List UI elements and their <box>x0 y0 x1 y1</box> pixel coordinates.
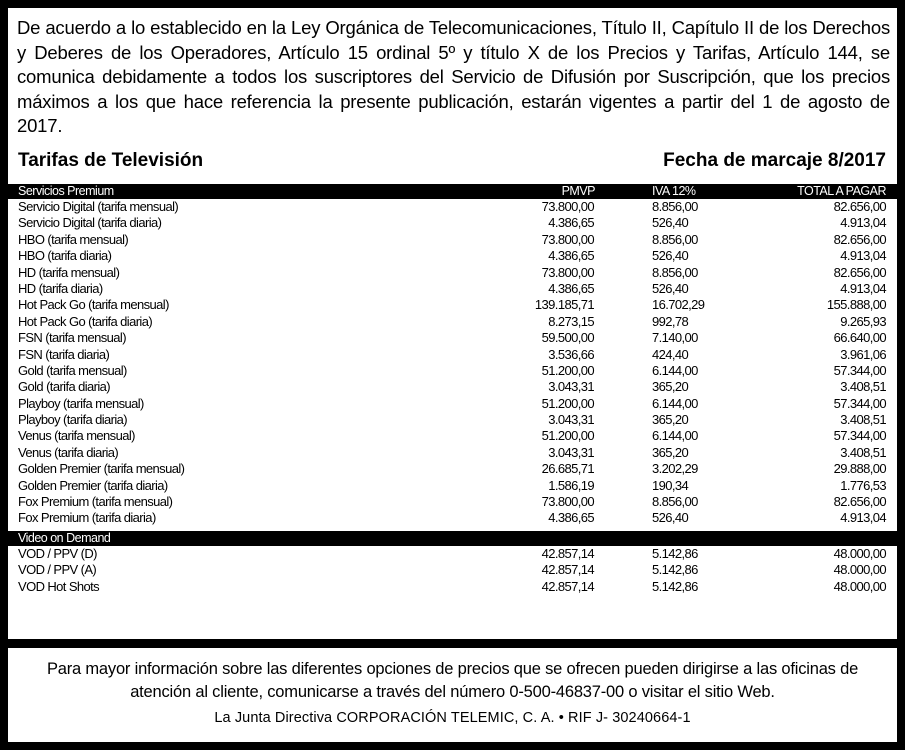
table-row <box>8 232 897 248</box>
table-row <box>8 248 897 264</box>
pmvp-header: PMVP <box>561 184 595 198</box>
company-signature: La Junta Directiva CORPORACIÓN TELEMIC, C. A. • RIF J- 30240664-1 <box>214 710 691 726</box>
service-name: Golden Premier (tarifa mensual) <box>18 461 185 477</box>
table-row <box>8 494 897 510</box>
vod-header-name: Video on Demand <box>18 530 111 545</box>
service-name: Fox Premium (tarifa diaria) <box>18 510 156 526</box>
total-value: 3.408,51 <box>840 444 886 460</box>
iva-value: 365,20 <box>652 444 689 460</box>
service-name: Fox Premium (tarifa mensual) <box>18 494 173 510</box>
total-value: 48.000,00 <box>833 545 886 561</box>
iva-header: IVA 12% <box>652 184 696 198</box>
service-name: HBO (tarifa diaria) <box>18 248 112 264</box>
iva-value: 8.856,00 <box>652 231 698 247</box>
service-name: Playboy (tarifa diaria) <box>18 412 128 428</box>
service-name: Hot Pack Go (tarifa diaria) <box>18 313 153 329</box>
iva-value: 365,20 <box>652 379 689 395</box>
pmvp-value: 51.200,00 <box>541 395 594 411</box>
iva-value: 5.142,86 <box>652 578 698 594</box>
pmvp-value: 3.043,31 <box>548 412 594 428</box>
table-row <box>8 428 897 444</box>
pmvp-value: 4.386,65 <box>548 280 594 296</box>
iva-value: 424,40 <box>652 346 689 362</box>
table-row <box>8 265 897 281</box>
pmvp-value: 51.200,00 <box>541 428 594 444</box>
total-value: 4.913,04 <box>840 215 886 231</box>
total-value: 4.913,04 <box>840 510 886 526</box>
service-name: Golden Premier (tarifa diaria) <box>18 477 168 493</box>
pmvp-value: 139.185,71 <box>534 297 594 313</box>
iva-value: 16.702,29 <box>652 297 705 313</box>
pmvp-value: 4.386,65 <box>548 215 594 231</box>
table-row <box>8 347 897 363</box>
total-value: 4.913,04 <box>840 280 886 296</box>
total-value: 82.656,00 <box>833 264 886 280</box>
pmvp-value: 42.857,14 <box>541 578 594 594</box>
service-name: HD (tarifa mensual) <box>18 264 120 280</box>
table-row <box>8 461 897 477</box>
tv-rates-title: Tarifas de Televisión <box>18 150 204 171</box>
table-row <box>8 579 897 595</box>
vod-header-row <box>8 531 897 546</box>
total-value: 4.913,04 <box>840 248 886 264</box>
rates-notice-panel <box>8 8 897 639</box>
pmvp-value: 4.386,65 <box>548 248 594 264</box>
iva-value: 6.144,00 <box>652 362 698 378</box>
pmvp-value: 73.800,00 <box>541 231 594 247</box>
total-value: 57.344,00 <box>833 362 886 378</box>
table-row <box>8 314 897 330</box>
total-value: 57.344,00 <box>833 395 886 411</box>
iva-value: 190,34 <box>652 477 689 493</box>
total-value: 9.265,93 <box>840 313 886 329</box>
total-value: 48.000,00 <box>833 562 886 578</box>
service-name: HBO (tarifa mensual) <box>18 231 129 247</box>
total-value: 3.961,06 <box>840 346 886 362</box>
iva-value: 526,40 <box>652 510 689 526</box>
total-value: 1.776,53 <box>840 477 886 493</box>
service-name: HD (tarifa diaria) <box>18 280 103 296</box>
pmvp-value: 42.857,14 <box>541 545 594 561</box>
iva-value: 5.142,86 <box>652 562 698 578</box>
total-value: 3.408,51 <box>840 379 886 395</box>
pmvp-value: 73.800,00 <box>541 494 594 510</box>
total-value: 82.656,00 <box>833 231 886 247</box>
table-row <box>8 546 897 562</box>
intro-paragraph: De acuerdo a lo establecido en la Ley Orgánica de Telecomunicaciones, Título II, Capítulo II de los Derechos y Deberes de los Operadores, Artículo 15 ordinal 5º y título X de los Precios y Tarifas, Artículo 144, se comunica debidamente a todos los suscriptores del Servicio de Difusión por Suscripción, que los precios máximos a los que hace referencia la presente publicación, estarán vigentes a partir del 1 de agosto de 2017. <box>17 17 890 136</box>
service-name: Venus (tarifa mensual) <box>18 428 135 444</box>
total-value: 29.888,00 <box>833 461 886 477</box>
total-value: 66.640,00 <box>833 330 886 346</box>
pmvp-value: 1.586,19 <box>548 477 594 493</box>
total-header: TOTAL A PAGAR <box>797 184 886 198</box>
iva-value: 5.142,86 <box>652 545 698 561</box>
table-row <box>8 562 897 578</box>
table-row <box>8 199 897 215</box>
total-value: 82.656,00 <box>833 494 886 510</box>
total-value: 155.888,00 <box>826 297 886 313</box>
service-name: Servicio Digital (tarifa mensual) <box>18 199 179 214</box>
pmvp-value: 73.800,00 <box>541 264 594 280</box>
table-row <box>8 363 897 379</box>
section-heading <box>18 150 886 174</box>
table-row <box>8 215 897 231</box>
iva-value: 3.202,29 <box>652 461 698 477</box>
vod-rows <box>8 546 897 595</box>
pmvp-value: 3.536,66 <box>548 346 594 362</box>
service-name: FSN (tarifa diaria) <box>18 346 110 362</box>
iva-value: 8.856,00 <box>652 494 698 510</box>
iva-value: 526,40 <box>652 280 689 296</box>
service-name: Gold (tarifa diaria) <box>18 379 111 395</box>
iva-value: 526,40 <box>652 215 689 231</box>
table-row <box>8 445 897 461</box>
pmvp-value: 26.685,71 <box>541 461 594 477</box>
iva-value: 6.144,00 <box>652 428 698 444</box>
contact-info: Para mayor información sobre las diferentes opciones de precios que se ofrecen pueden dirigirse a las oficinas de atención al cliente, comunicarse a través del número 0-500-46837-00 o visitar el sitio Web. <box>46 660 859 701</box>
table-row <box>8 330 897 346</box>
premium-header-row <box>8 184 897 199</box>
pmvp-value: 42.857,14 <box>541 562 594 578</box>
service-name: Hot Pack Go (tarifa mensual) <box>18 297 169 313</box>
iva-value: 365,20 <box>652 412 689 428</box>
footer-panel <box>8 648 897 742</box>
pmvp-value: 8.273,15 <box>548 313 594 329</box>
service-name: Venus (tarifa diaria) <box>18 444 119 460</box>
pmvp-value: 51.200,00 <box>541 362 594 378</box>
service-name: Servicio Digital (tarifa diaria) <box>18 215 162 231</box>
service-name: VOD / PPV (D) <box>18 545 97 561</box>
pmvp-value: 59.500,00 <box>541 330 594 346</box>
pmvp-value: 73.800,00 <box>541 199 594 214</box>
pmvp-value: 3.043,31 <box>548 444 594 460</box>
iva-value: 8.856,00 <box>652 264 698 280</box>
rates-table <box>8 184 897 595</box>
service-name: Playboy (tarifa mensual) <box>18 395 144 411</box>
service-name: VOD / PPV (A) <box>18 562 97 578</box>
service-name: Gold (tarifa mensual) <box>18 362 127 378</box>
iva-value: 6.144,00 <box>652 395 698 411</box>
iva-value: 992,78 <box>652 313 689 329</box>
table-row <box>8 281 897 297</box>
total-value: 82.656,00 <box>833 199 886 214</box>
service-name: FSN (tarifa mensual) <box>18 330 126 346</box>
marking-date: Fecha de marcaje 8/2017 <box>663 150 886 171</box>
pmvp-value: 4.386,65 <box>548 510 594 526</box>
total-value: 3.408,51 <box>840 412 886 428</box>
iva-value: 526,40 <box>652 248 689 264</box>
pmvp-value: 3.043,31 <box>548 379 594 395</box>
total-value: 48.000,00 <box>833 578 886 594</box>
table-row <box>8 396 897 412</box>
total-value: 57.344,00 <box>833 428 886 444</box>
premium-header-name: Servicios Premium <box>18 184 114 198</box>
iva-value: 8.856,00 <box>652 199 698 214</box>
table-row <box>8 478 897 494</box>
iva-value: 7.140,00 <box>652 330 698 346</box>
table-row <box>8 412 897 428</box>
table-row <box>8 297 897 313</box>
table-row <box>8 379 897 395</box>
table-row <box>8 510 897 526</box>
service-name: VOD Hot Shots <box>18 578 100 594</box>
premium-rows <box>8 199 897 527</box>
